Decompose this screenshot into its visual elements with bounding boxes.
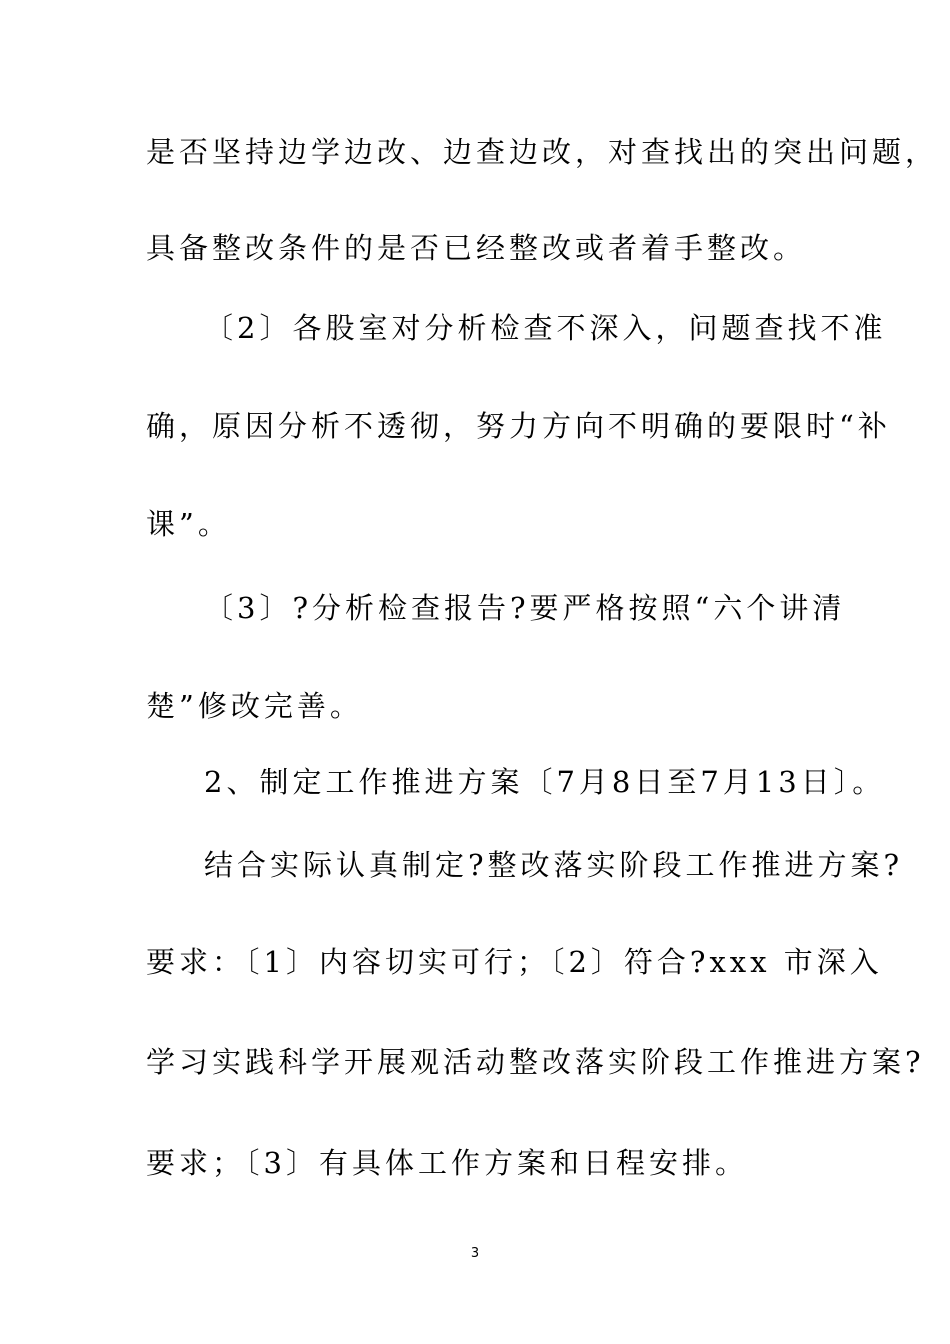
text-line-5: 课”。 <box>146 507 231 541</box>
page-number: 3 <box>470 1246 480 1261</box>
text-line-11: 学习实践科学开展观活动整改落实阶段工作推进方案? <box>146 1045 925 1079</box>
text-line-9: 结合实际认真制定?整改落实阶段工作推进方案? <box>204 848 904 882</box>
text-line-2: 具备整改条件的是否已经整改或者着手整改。 <box>146 231 807 265</box>
text-line-3: 〔2〕各股室对分析检查不深入，问题查找不准 <box>204 311 887 345</box>
text-line-6: 〔3〕?分析检查报告?要严格按照“六个讲清 <box>204 591 846 625</box>
text-line-1: 是否坚持边学边改、边查边改，对查找出的突出问题， <box>146 135 939 169</box>
text-line-8: 2、制定工作推进方案〔7月8日至7月13日〕。 <box>204 765 886 799</box>
text-line-4: 确，原因分析不透彻，努力方向不明确的要限时“补 <box>146 409 891 443</box>
text-line-10: 要求：〔1〕内容切实可行；〔2〕符合?xxx 市深入 <box>146 945 883 979</box>
text-line-12: 要求；〔3〕有具体工作方案和日程安排。 <box>146 1146 748 1180</box>
text-line-7: 楚”修改完善。 <box>146 689 363 723</box>
